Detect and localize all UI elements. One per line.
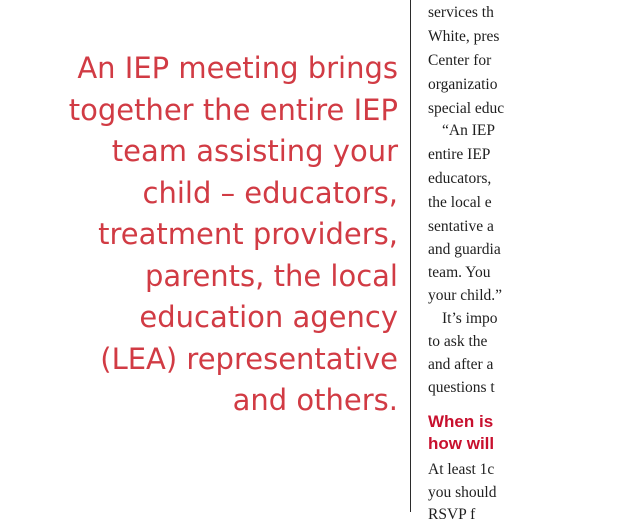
body-line: educators, (428, 170, 492, 187)
pull-quote-line: education agency (139, 300, 398, 334)
body-line: questions t (428, 379, 495, 396)
body-line: special educ (428, 100, 505, 117)
body-line: At least 1c (428, 461, 495, 478)
body-line: sentative a (428, 218, 494, 235)
section-heading-line: When is (428, 412, 494, 431)
body-line: the local e (428, 194, 492, 211)
pull-quote-line: An IEP meeting brings (77, 51, 398, 85)
body-line: It’s impo (442, 310, 498, 327)
pull-quote (40, 48, 398, 422)
body-line: White, pres (428, 28, 500, 45)
body-line: RSVP f (428, 506, 476, 523)
pull-quote-line: team assisting your (111, 134, 398, 168)
pull-quote-line: treatment providers, (98, 217, 398, 251)
body-line: Center for (428, 52, 492, 69)
body-line: to ask the (428, 333, 488, 350)
pull-quote-line: (LEA) representative (100, 341, 398, 376)
body-line: and guardia (428, 241, 501, 258)
body-line: team. You (428, 264, 491, 281)
pull-quote-line: together the entire IEP (68, 92, 398, 127)
body-line: “An IEP (442, 122, 495, 139)
body-line: entire IEP (428, 146, 491, 163)
column-divider (410, 0, 411, 512)
body-line: services th (428, 4, 494, 21)
pull-quote-line: child – educators, (142, 175, 398, 210)
body-line: you should (428, 484, 497, 501)
body-line: organizatio (428, 76, 498, 93)
body-line: and after a (428, 356, 494, 373)
pull-quote-line: and others. (232, 383, 398, 417)
body-line: your child.” (428, 287, 503, 304)
pull-quote-line: parents, the local (145, 258, 398, 293)
section-heading-line: how will (428, 434, 495, 453)
